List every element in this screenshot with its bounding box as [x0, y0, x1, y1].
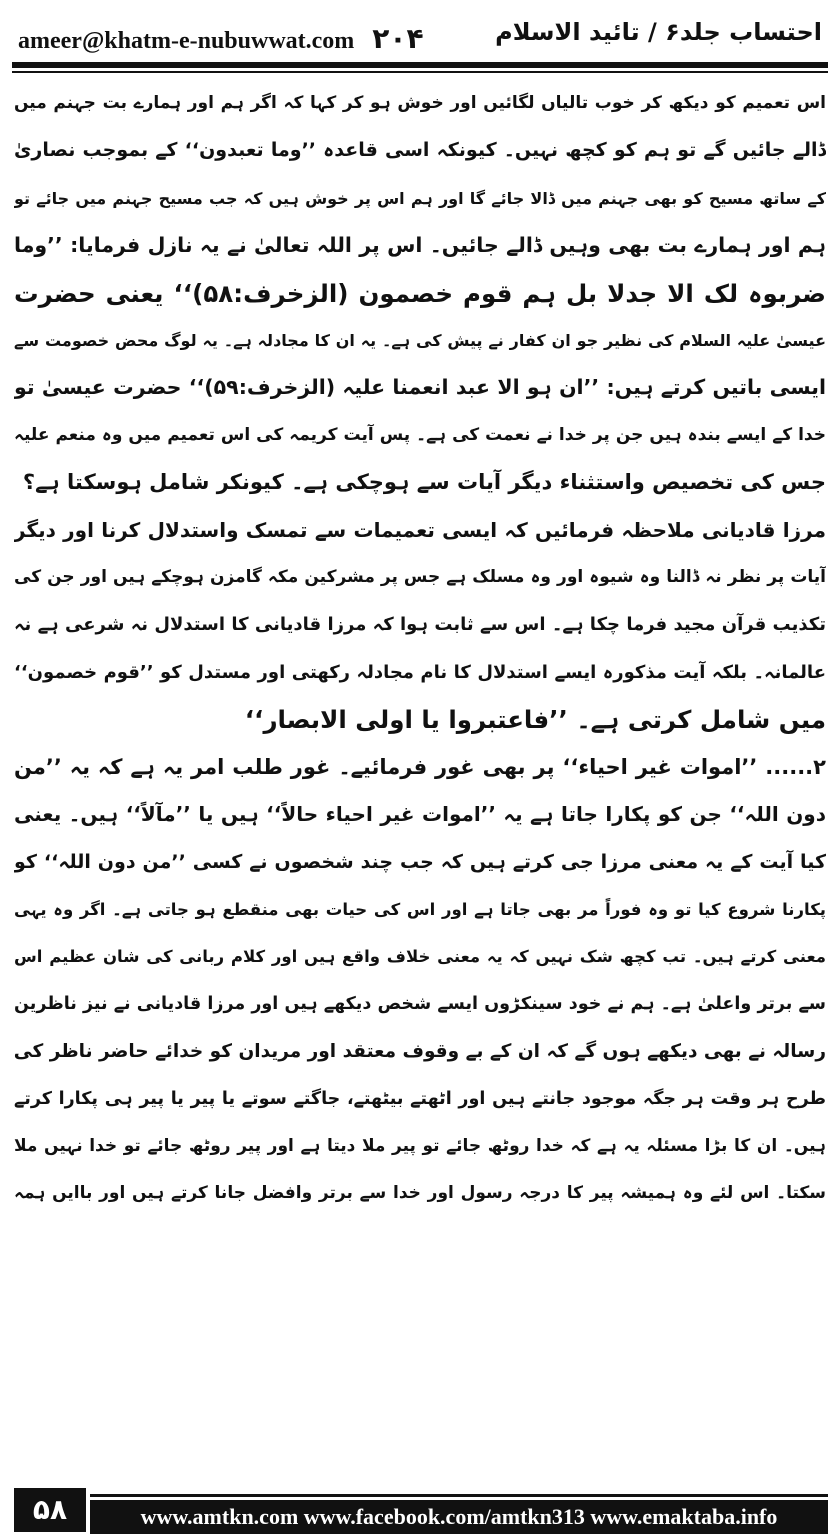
text-line: ہیں۔ ان کا بڑا مسئلہ یہ ہے کہ خدا روٹھ جائے تو پیر ملا دیتا ہے اور پیر روٹھ جائے تو خدا نہیں ملا: [14, 1135, 826, 1156]
text-line: ہم اور ہمارے بت بھی وہیں ڈالے جائیں۔ اس پر اللہ تعالیٰ نے یہ نازل فرمایا: ’’وما: [14, 233, 826, 258]
footer-page-badge: ۵۸: [14, 1488, 86, 1532]
text-line: ڈالے جائیں گے تو ہم کو کچھ نہیں۔ کیونکہ اسی قاعدہ ’’وما تعبدون‘‘ کے بموجب نصاریٰ: [14, 139, 826, 162]
header-rule-thin: [12, 71, 828, 73]
text-line: عیسیٰ علیہ السلام کی نظیر جو ان کفار نے پیش کی ہے۔ یہ ان کا مجادلہ ہے۔ یہ لوگ محض خصومت سے: [14, 331, 826, 351]
text-line: خدا کے ایسے بندہ ہیں جن پر خدا نے نعمت کی ہے۔ پس آیت کریمہ کی اس تعمیم میں وہ منعم علیہ: [14, 424, 826, 445]
text-line: آیات پر نظر نہ ڈالنا وہ شیوہ اور وہ مسلک ہے جس پر مشرکین مکہ گامزن ہوچکے ہیں اور جن کی: [14, 567, 826, 588]
text-line: سے برتر واعلیٰ ہے۔ ہم نے خود سینکڑوں ایسے شخص دیکھے ہیں اور مرزا قادیانی نے نیز ناظرین: [14, 993, 826, 1014]
text-line: مرزا قادیانی ملاحظہ فرمائیں کہ ایسی تعمیمات سے تمسک واستدلال کرنا اور دیگر: [14, 517, 826, 542]
footer-urls: www.amtkn.com www.facebook.com/amtkn313 www.emaktaba.info: [90, 1500, 828, 1534]
header-left: [18, 22, 424, 55]
text-line: معنی کرتے ہیں۔ تب کچھ شک نہیں کہ یہ معنی خلاف واقع ہیں اور کلام ربانی کی شان عظیم اس: [14, 947, 826, 967]
text-line: میں شامل کرتی ہے۔ ’’فاعتبروا یا اولی الابصار‘‘: [244, 705, 826, 735]
page-header: [18, 12, 822, 58]
text-line: جس کی تخصیص واستثناء دیگر آیات سے ہوچکی ہے۔ کیونکر شامل ہوسکتا ہے؟: [22, 470, 826, 495]
text-line: کیا آیت کے یہ معنی مرزا جی کرتے ہیں کہ جب چند شخصوں نے کسی ’’من دون اللہ‘‘ کو: [14, 850, 826, 873]
text-line: پکارنا شروع کیا تو وہ فوراً مر بھی جاتا ہے اور اس کی حیات بھی منقطع ہو جاتی ہے۔ اگر وہ یہی: [14, 899, 826, 919]
text-line: تکذیب قرآن مجید فرما چکا ہے۔ اس سے ثابت ہوا کہ مرزا قادیانی کا استدلال نہ شرعی ہے نہ: [14, 614, 826, 636]
header-rule-thick: [12, 62, 828, 68]
text-line: سکتا۔ اس لئے وہ ہمیشہ پیر کا درجہ رسول اور خدا سے برتر وافضل جانا کرتے ہیں اور باایں ہمہ: [14, 1183, 826, 1204]
text-line: عالمانہ۔ بلکہ آیت مذکورہ ایسے استدلال کا نام مجادلہ رکھتی اور مستدل کو ’’قوم خصمون‘‘: [14, 661, 826, 683]
text-line: کے ساتھ مسیح کو بھی جہنم میں ڈالا جائے گا اور ہم اس پر خوش ہیں کہ جب مسیح جہنم میں جائے تو: [14, 188, 826, 208]
book-title: احتساب جلد۶ / تائید الاسلام: [495, 18, 822, 46]
text-line: اس تعمیم کو دیکھ کر خوب تالیاں لگائیں اور خوش ہو کر کہا کہ اگر ہم اور ہمارے بت جہنم میں: [14, 93, 826, 113]
text-line: طرح ہر وقت ہر جگہ موجود جانتے ہیں اور اٹھتے بیٹھتے، جاگتے سوتے یا پیر یا پیر ہی پکارا کرتے: [14, 1088, 826, 1109]
text-line: ایسی باتیں کرتے ہیں: ’’ان ہو الا عبد انعمنا علیہ (الزخرف:۵۹)‘‘ حضرت عیسیٰ تو: [14, 375, 826, 400]
text-line: رسالہ نے بھی دیکھے ہوں گے کہ ان کے بے وقوف معتقد اور مریدان کو خدائے حاضر ناظر کی: [14, 1041, 826, 1063]
page-body: [14, 80, 826, 1480]
text-line: ۲...... ’’اموات غیر احیاء‘‘ پر بھی غور فرمائیے۔ غور طلب امر یہ ہے کہ یہ ’’من: [14, 754, 826, 779]
footer-rule: [90, 1494, 828, 1497]
page-number: ۲۰۴: [372, 22, 424, 55]
header-email: ameer@khatm-e-nubuwwat.com: [18, 28, 355, 54]
text-line: ضربوہ لک الا جدلا بل ہم قوم خصمون (الزخرف:۵۸)‘‘ یعنی حضرت: [14, 278, 826, 308]
text-line: دون اللہ‘‘ جن کو پکارا جاتا ہے یہ ’’اموات غیر احیاء حالاً‘‘ ہیں یا ’’مآلاً‘‘ ہیں۔ یعنی: [14, 802, 826, 827]
